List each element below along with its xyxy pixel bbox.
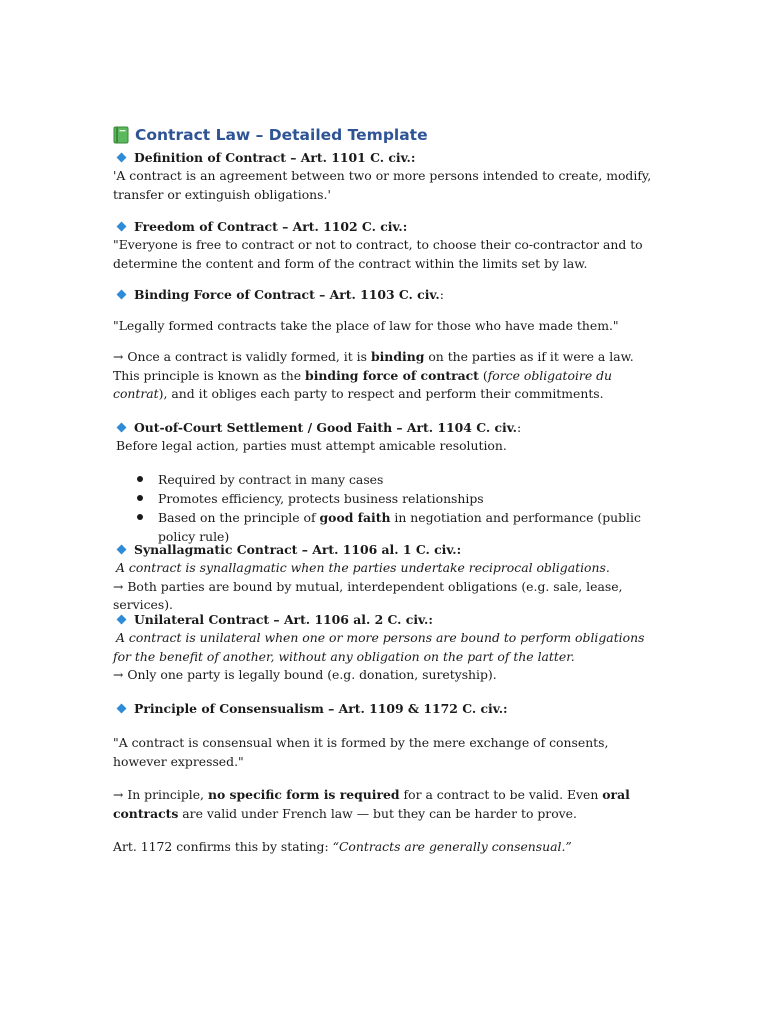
heading-text: Binding Force of Contract – Art. 1103 C. civ. bbox=[134, 287, 440, 302]
heading-text: Definition of Contract – Art. 1101 C. civ.: bbox=[134, 150, 416, 165]
heading-text: Synallagmatic Contract – Art. 1106 al. 1 C. civ.: bbox=[134, 542, 462, 557]
diamond-bullet-icon bbox=[117, 615, 127, 625]
heading-text: Unilateral Contract – Art. 1106 al. 2 C. civ.: bbox=[134, 612, 433, 627]
diamond-bullet-icon bbox=[117, 423, 127, 433]
heading-suffix: : bbox=[439, 287, 444, 302]
synallagmatic-explanation: → Both parties are bound by mutual, interdependent obligations (e.g. sale, lease, services). bbox=[113, 578, 623, 612]
document-title bbox=[113, 124, 658, 146]
heading-text: Freedom of Contract – Art. 1102 C. civ.: bbox=[134, 219, 408, 234]
section-heading bbox=[113, 610, 658, 629]
unilateral-explanation: → Only one party is legally bound (e.g. donation, suretyship). bbox=[113, 667, 497, 682]
binding-explanation: → Once a contract is validly formed, it is binding on the parties as if it were a law. This principle is known as the binding force of contract (force obligatoire du contrat), and it obliges each party to respect and perform their commitments. bbox=[113, 349, 634, 401]
list-item: Required by contract in many cases bbox=[113, 470, 658, 489]
list-item: Promotes efficiency, protects business relationships bbox=[113, 489, 658, 508]
section-definition bbox=[113, 148, 658, 204]
section-unilateral bbox=[113, 610, 658, 685]
good-faith-intro: Before legal action, parties must attempt amicable resolution. bbox=[116, 438, 507, 453]
section-heading bbox=[113, 217, 658, 236]
diamond-bullet-icon bbox=[117, 704, 127, 714]
section-consensualism bbox=[113, 699, 658, 718]
freedom-text: "Everyone is free to contract or not to contract, to choose their co-contractor and to determine the content and form of the contract within the limits set by law. bbox=[113, 237, 643, 271]
section-heading bbox=[113, 148, 658, 167]
diamond-bullet-icon bbox=[117, 222, 127, 232]
section-freedom bbox=[113, 217, 658, 273]
synallagmatic-definition: A contract is synallagmatic when the parties undertake reciprocal obligations. bbox=[116, 560, 610, 575]
good-faith-list bbox=[113, 470, 658, 546]
definition-text: 'A contract is an agreement between two or more persons intended to create, modify, transfer or extinguish obligations.' bbox=[113, 168, 652, 202]
section-heading bbox=[113, 540, 658, 559]
diamond-bullet-icon bbox=[117, 290, 127, 300]
section-heading bbox=[113, 285, 658, 304]
diamond-bullet-icon bbox=[117, 153, 127, 163]
unilateral-definition: A contract is unilateral when one or more persons are bound to perform obligations for the benefit of another, without any obligation on the part of the latter. bbox=[113, 630, 645, 664]
section-good-faith bbox=[113, 418, 658, 456]
heading-suffix: : bbox=[517, 420, 522, 435]
section-binding-force bbox=[113, 285, 658, 304]
consensualism-confirmation: Art. 1172 confirms this by stating: “Contracts are generally consensual.” bbox=[113, 839, 572, 854]
consensualism-quote: "A contract is consensual when it is formed by the mere exchange of consents, however expressed." bbox=[113, 735, 609, 769]
heading-text: Out-of-Court Settlement / Good Faith – Art. 1104 C. civ. bbox=[134, 420, 517, 435]
list-item: Based on the principle of good faith in negotiation and performance (public policy rule) bbox=[113, 508, 658, 546]
title-text: Contract Law – Detailed Template bbox=[135, 126, 428, 144]
binding-quote: "Legally formed contracts take the place of law for those who have made them." bbox=[113, 318, 619, 333]
green-book-icon bbox=[113, 126, 129, 144]
heading-text: Principle of Consensualism – Art. 1109 & 1172 C. civ.: bbox=[134, 701, 508, 716]
section-heading bbox=[113, 699, 658, 718]
section-heading bbox=[113, 418, 658, 437]
diamond-bullet-icon bbox=[117, 545, 127, 555]
section-synallagmatic bbox=[113, 540, 658, 615]
consensualism-explanation: → In principle, no specific form is required for a contract to be valid. Even oral contracts are valid under French law — but they can be harder to prove. bbox=[113, 787, 630, 821]
